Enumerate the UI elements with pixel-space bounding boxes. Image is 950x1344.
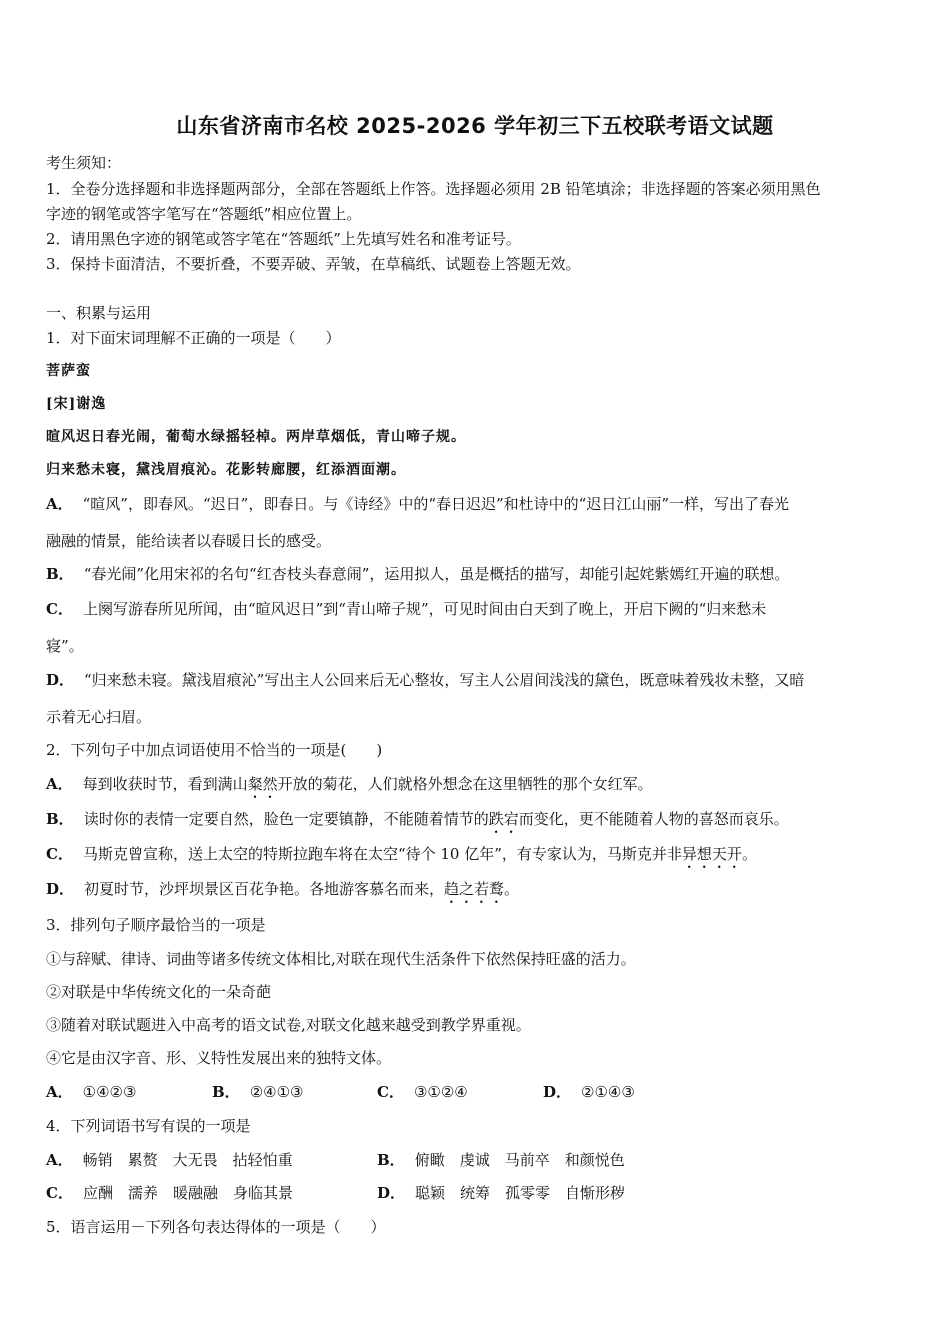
q1-option-d[interactable] bbox=[46, 669, 804, 690]
option-label: A． bbox=[46, 495, 73, 513]
notice-item-1a: 1．全卷分选择题和非选择题两部分，全部在答题纸上作答。选择题必须用 2B 铅笔填涂；非选择题的答案必须用黑色 bbox=[46, 180, 821, 198]
option-label: B． bbox=[377, 1151, 405, 1169]
option-text: 聪颖 统筹 孤零零 自惭形秽 bbox=[415, 1184, 626, 1202]
option-label: C． bbox=[377, 1083, 404, 1101]
notice-item-3: 3．保持卡面清洁，不要折叠，不要弄破、弄皱，在草稿纸、试题卷上答题无效。 bbox=[46, 255, 581, 273]
option-label: B． bbox=[212, 1083, 240, 1101]
option-text: 。 bbox=[741, 845, 757, 863]
q2-option-d[interactable] bbox=[46, 878, 519, 907]
poem-line-1: 暄风迟日春光闹，葡萄水绿摇轻棹。两岸草烟低，青山啼子规。 bbox=[46, 429, 466, 445]
question-4-stem: 4．下列词语书写有误的一项是 bbox=[46, 1117, 251, 1135]
q4-option-a[interactable] bbox=[46, 1149, 293, 1170]
option-text: 马斯克曾宣称，送上太空的特斯拉跑车将在太空“待个 10 亿年”，有专家认为，马斯克并非 bbox=[82, 845, 682, 863]
option-text: 读时你的表情一定要自然，脸色一定要镇静，不能随着情节的 bbox=[83, 810, 489, 828]
poem-line-2: 归来愁未寝，黛浅眉痕沁。花影转廊腰，红添酒面潮。 bbox=[46, 462, 406, 478]
option-label: A． bbox=[46, 1151, 73, 1169]
option-label: B． bbox=[46, 810, 74, 828]
question-3-stem: 3．排列句子顺序最恰当的一项是 bbox=[46, 916, 266, 934]
q1-option-c[interactable] bbox=[46, 598, 766, 619]
q2-option-b[interactable] bbox=[46, 808, 789, 837]
option-label: D． bbox=[46, 880, 75, 898]
option-label: C． bbox=[46, 600, 73, 618]
dotted-word: 粲然 bbox=[247, 775, 278, 793]
option-text: 畅销 累赘 大无畏 拈轻怕重 bbox=[82, 1151, 293, 1169]
option-text: ②④①③ bbox=[249, 1083, 304, 1101]
option-text: 每到收获时节，看到满山 bbox=[82, 775, 248, 793]
q3-option-a[interactable] bbox=[46, 1081, 136, 1102]
option-text: “暄风”，即春风。“迟日”，即春日。与《诗经》中的“春日迟迟”和杜诗中的“迟日江山丽”一样，写出了春光 bbox=[82, 495, 789, 513]
q4-option-c[interactable] bbox=[46, 1182, 293, 1203]
page-title: 山东省济南市名校 2025-2026 学年初三下五校联考语文试题 bbox=[176, 114, 774, 138]
q1-option-b[interactable] bbox=[46, 563, 789, 584]
option-text: 。 bbox=[504, 880, 520, 898]
q3-option-b[interactable] bbox=[212, 1081, 303, 1102]
q3-option-d[interactable] bbox=[543, 1081, 635, 1102]
option-text: “春光闹”化用宋祁的名句“红杏枝头春意闹”，运用拟人，虽是概括的描写，却能引起姹紫嫣红开遍的联想。 bbox=[83, 565, 790, 583]
option-label: D． bbox=[46, 671, 75, 689]
dotted-word: 异想天开 bbox=[681, 845, 742, 863]
option-label: D． bbox=[543, 1083, 572, 1101]
option-text: 开放的菊花，人们就格外想念在这里牺牲的那个女红军。 bbox=[277, 775, 653, 793]
option-text: 初夏时节，沙坪坝景区百花争艳。各地游客慕名而来， bbox=[84, 880, 445, 898]
q1-option-d-cont: 示着无心扫眉。 bbox=[46, 708, 152, 726]
sentence-3: ③随着对联试题进入中高考的语文试卷,对联文化越来越受到教学界重视。 bbox=[46, 1016, 531, 1034]
option-label: D． bbox=[377, 1184, 406, 1202]
option-text: ①④②③ bbox=[82, 1083, 137, 1101]
option-text: ②①④③ bbox=[581, 1083, 635, 1101]
poem-author: [宋]谢逸 bbox=[46, 396, 107, 412]
q3-option-c[interactable] bbox=[377, 1081, 468, 1102]
question-1-stem: 1．对下面宋词理解不正确的一项是（ ） bbox=[46, 329, 341, 347]
q1-option-a[interactable] bbox=[46, 493, 789, 514]
dotted-word: 跌宕 bbox=[488, 810, 519, 828]
option-text: 俯瞰 虔诚 马前卒 和颜悦色 bbox=[414, 1151, 625, 1169]
sentence-4: ④它是由汉字音、形、义特性发展出来的独特文体。 bbox=[46, 1049, 392, 1067]
option-text: “归来愁未寝。黛浅眉痕沁”写出主人公回来后无心整妆，写主人公眉间浅浅的黛色，既意味着残妆未整，又暗 bbox=[84, 671, 805, 689]
q1-option-a-cont: 融融的情景，能给读者以春暖日长的感受。 bbox=[46, 532, 332, 550]
option-label: C． bbox=[46, 845, 73, 863]
option-label: C． bbox=[46, 1184, 73, 1202]
option-text: 应酬 濡养 暖融融 身临其景 bbox=[82, 1184, 293, 1202]
option-text: 而变化，更不能随着人物的喜怒而哀乐。 bbox=[518, 810, 789, 828]
option-label: A． bbox=[46, 1083, 73, 1101]
notice-item-2: 2．请用黑色字迹的钢笔或答字笔在“答题纸”上先填写姓名和准考证号。 bbox=[46, 230, 521, 248]
option-text: 上阕写游春所见所闻，由“暄风迟日”到“青山啼子规”，可见时间由白天到了晚上，开启下阙的“归来愁未 bbox=[82, 600, 767, 618]
dotted-word: 趋之若鹜 bbox=[444, 880, 505, 898]
section-heading: 一、积累与运用 bbox=[46, 304, 152, 322]
option-label: A． bbox=[46, 775, 73, 793]
option-text: ③①②④ bbox=[413, 1083, 468, 1101]
question-2-stem: 2．下列句子中加点词语使用不恰当的一项是( ) bbox=[46, 741, 383, 759]
q4-option-d[interactable] bbox=[377, 1182, 625, 1203]
notice-item-1b: 字迹的钢笔或答字笔写在“答题纸”相应位置上。 bbox=[46, 205, 362, 223]
notice-heading: 考生须知： bbox=[46, 154, 122, 172]
q1-option-c-cont: 寝”。 bbox=[46, 637, 84, 655]
q2-option-c[interactable] bbox=[46, 843, 757, 872]
q2-option-a[interactable] bbox=[46, 773, 653, 802]
poem-title: 菩萨蛮 bbox=[46, 363, 91, 379]
sentence-1: ①与辞赋、律诗、词曲等诸多传统文体相比,对联在现代生活条件下依然保持旺盛的活力。 bbox=[46, 950, 636, 968]
option-label: B． bbox=[46, 565, 74, 583]
q4-option-b[interactable] bbox=[377, 1149, 625, 1170]
sentence-2: ②对联是中华传统文化的一朵奇葩 bbox=[46, 983, 272, 1001]
question-5-stem: 5．语言运用－下列各句表达得体的一项是（ ） bbox=[46, 1218, 386, 1236]
